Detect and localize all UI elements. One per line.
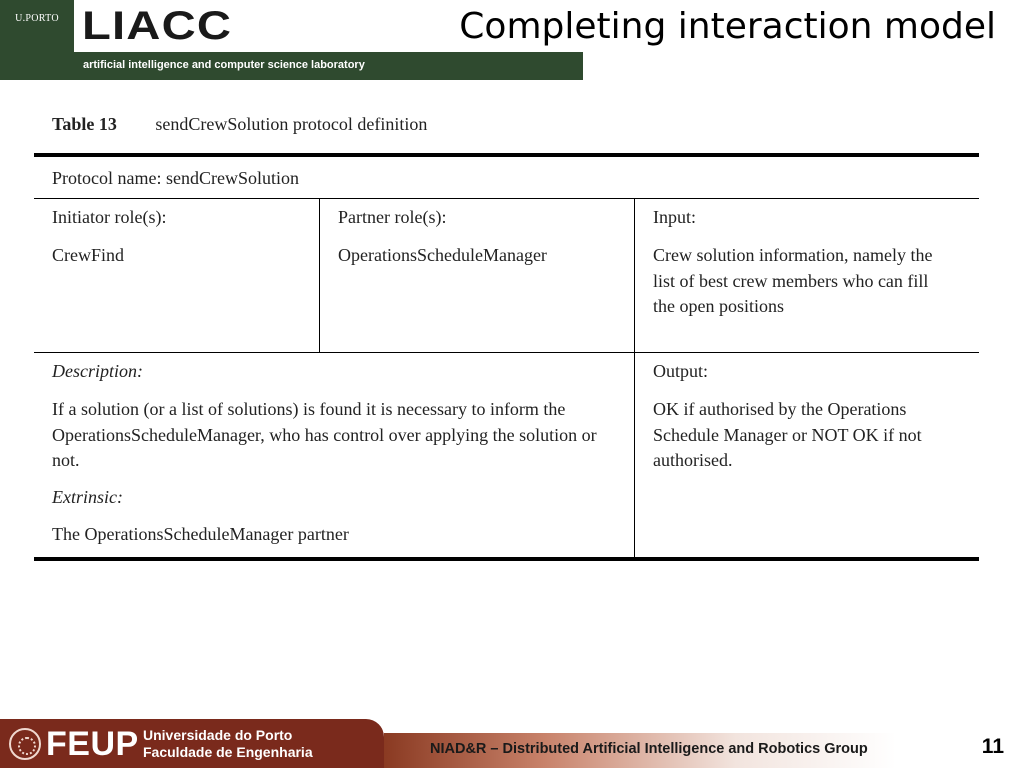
table-number: Table 13	[52, 114, 117, 134]
uporto-logo: U.PORTO	[15, 13, 59, 24]
protocol-name: Protocol name: sendCrewSolution	[52, 168, 299, 188]
input-value: Crew solution information, namely the list of best crew members who can fill the open positions	[653, 245, 933, 316]
roles-row	[34, 198, 979, 352]
output-label: Output:	[653, 360, 709, 381]
protocol-table	[34, 153, 979, 561]
initiator-label: Initiator role(s):	[52, 206, 167, 227]
table-caption-text: sendCrewSolution protocol definition	[155, 114, 428, 134]
lab-subtitle: artificial intelligence and computer science laboratory	[83, 59, 365, 71]
partner-label: Partner role(s):	[338, 206, 447, 227]
university-name: Universidade do Porto	[143, 727, 293, 743]
table-caption	[52, 114, 427, 135]
description-row	[34, 352, 979, 557]
faculty-name: Faculdade de Engenharia	[143, 744, 313, 760]
liacc-logo: LIACC	[82, 4, 233, 48]
feup-logo-text: FEUP	[46, 725, 139, 763]
extrinsic-label: Extrinsic:	[52, 486, 123, 507]
description-value: If a solution (or a list of solutions) is found it is necessary to inform the OperationsScheduleManager, who has control over applying the solution or not.	[52, 399, 597, 470]
research-group-name: NIAD&R – Distributed Artificial Intelligence and Robotics Group	[430, 741, 868, 757]
protocol-name-row	[34, 157, 979, 198]
input-cell	[635, 199, 979, 352]
description-label: Description:	[52, 360, 143, 381]
feup-logo-tab	[0, 719, 384, 768]
feup-emblem-icon	[9, 728, 41, 760]
footer	[0, 719, 1024, 768]
slide-title: Completing interaction model	[459, 6, 996, 47]
feup-university-name	[143, 727, 313, 761]
extrinsic-value: The OperationsScheduleManager partner	[52, 524, 349, 544]
page-number: 11	[981, 735, 1004, 758]
output-value: OK if authorised by the Operations Schedule Manager or NOT OK if not authorised.	[653, 399, 922, 470]
partner-cell	[320, 199, 635, 352]
initiator-cell	[34, 199, 320, 352]
description-cell	[34, 353, 635, 557]
initiator-value: CrewFind	[52, 245, 124, 265]
input-label: Input:	[653, 206, 696, 227]
output-cell	[635, 353, 979, 557]
partner-value: OperationsScheduleManager	[338, 245, 547, 265]
uporto-logo-area	[0, 0, 74, 52]
